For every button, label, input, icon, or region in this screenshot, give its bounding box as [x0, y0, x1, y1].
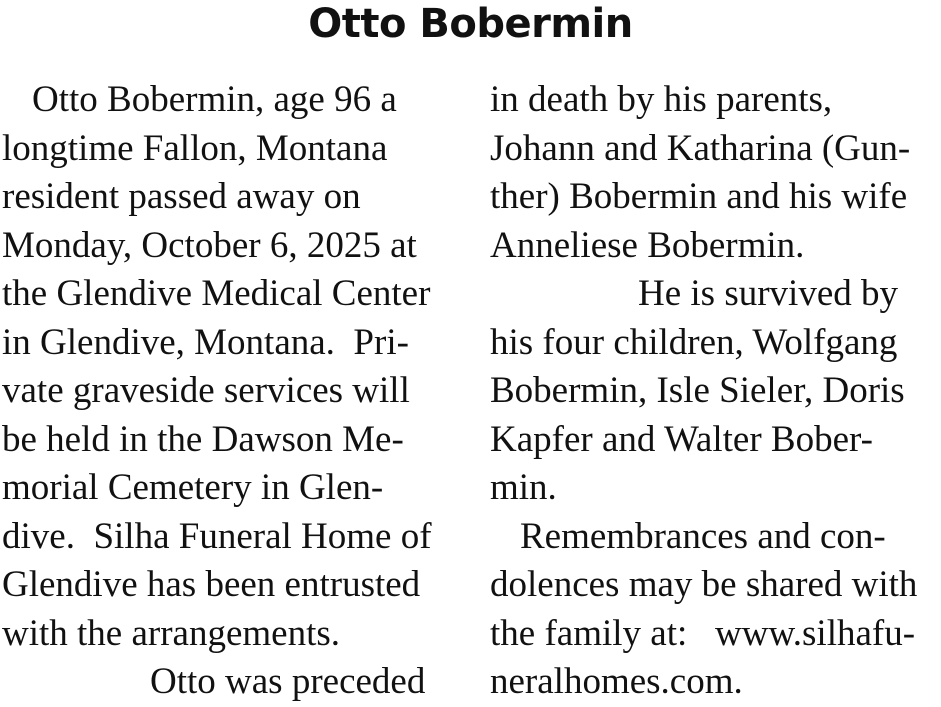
text-line: Kapfer and Walter Bober-	[490, 418, 873, 460]
text-line: resident passed away on	[2, 176, 361, 217]
text-line: He is survived by	[638, 273, 898, 314]
text-line: Remembrances and con-	[520, 515, 886, 557]
text-line: Glendive has been entrusted	[2, 564, 421, 605]
text-line: dolences may be shared with	[490, 564, 918, 605]
text-line: be held in the Dawson Me-	[2, 418, 404, 460]
text-line: Otto Bobermin, age 96 a	[32, 79, 397, 120]
text-line: Monday, October 6, 2025 at	[2, 224, 417, 266]
text-line: in death by his parents,	[490, 79, 833, 120]
text-line: longtime Fallon, Montana	[2, 127, 388, 169]
text-line: with the arrangements.	[2, 612, 341, 654]
text-line: dive. Silha Funeral Home of	[2, 515, 432, 557]
text-line: his four children, Wolfgang	[490, 321, 898, 363]
obituary-title: Otto Bobermin	[308, 1, 633, 47]
text-line: in Glendive, Montana. Pri-	[2, 321, 409, 363]
text-line: the Glendive Medical Center	[2, 273, 431, 314]
obituary-column-right	[490, 76, 941, 707]
text-line: Anneliese Bobermin.	[490, 224, 805, 266]
text-line: vate graveside services will	[2, 370, 410, 411]
text-line: Bobermin, Isle Sieler, Doris	[490, 370, 905, 411]
text-line: min.	[490, 467, 557, 508]
obituary-column-left	[2, 76, 460, 707]
text-line: the family at: www.silhafu-	[490, 612, 916, 654]
text-line: Otto was preceded	[150, 661, 426, 702]
text-line: ther) Bobermin and his wife	[490, 176, 908, 217]
text-line: morial Cemetery in Glen-	[2, 467, 384, 508]
text-line: neralhomes.com.	[490, 661, 743, 702]
text-line: Johann and Katharina (Gun-	[490, 127, 911, 169]
